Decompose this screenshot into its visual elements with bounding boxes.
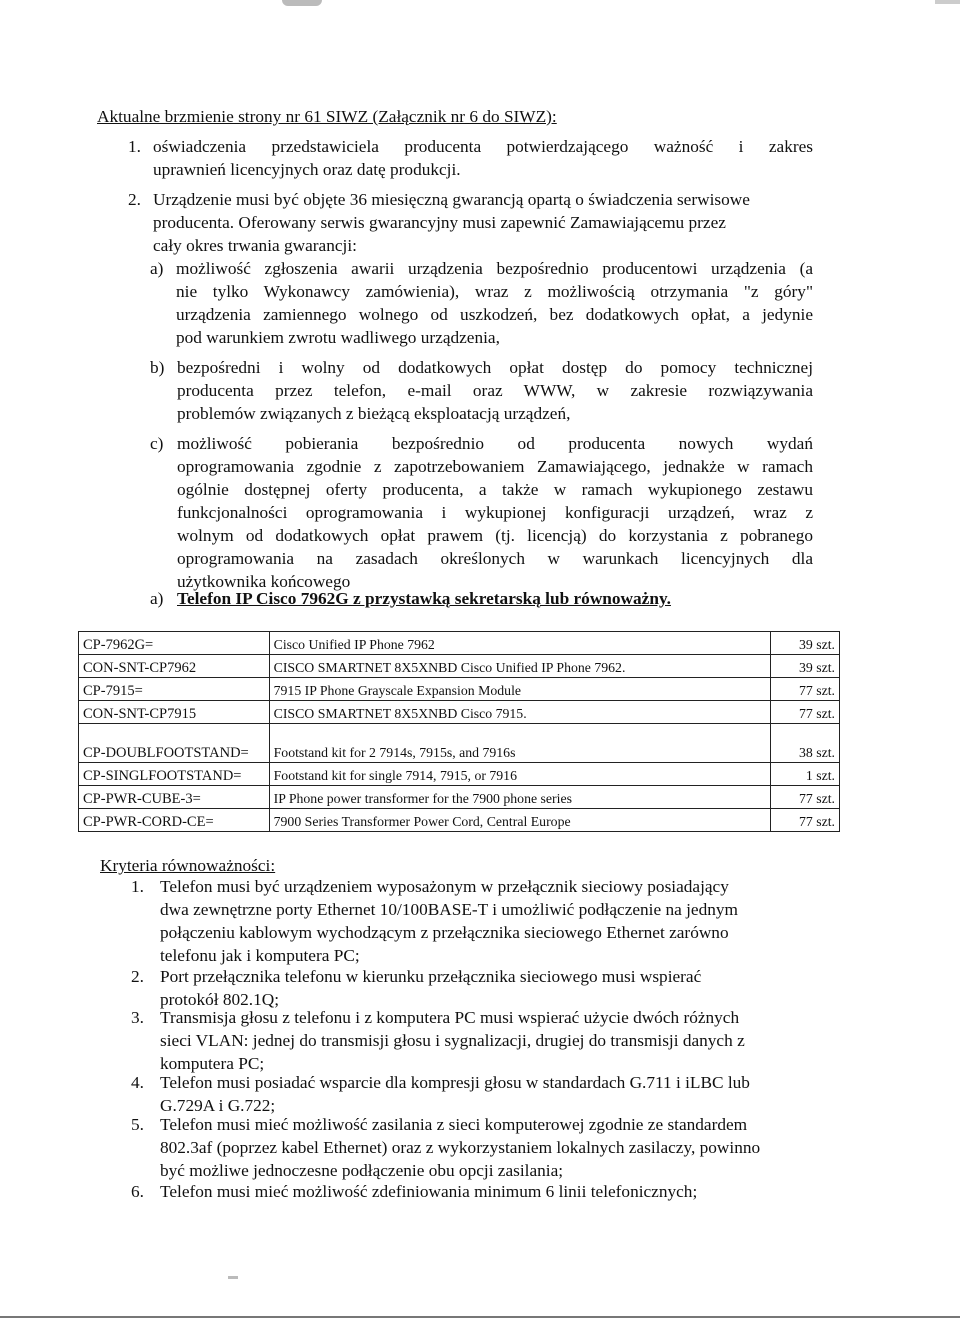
part-description: Cisco Unified IP Phone 7962	[269, 632, 771, 655]
part-quantity: 39 szt.	[771, 655, 840, 678]
table-row	[79, 809, 840, 832]
paragraph-line: Urządzenie musi być objęte 36 miesięczną gwarancją opartą o świadczenia serwisowe	[153, 190, 750, 209]
paragraph-line: oprogramowania na zasadach określonych w warunkach licencyjnych dla	[177, 549, 813, 568]
paragraph-line: Transmisja głosu z telefonu i z komputera PC musi wspierać użycie dwóch różnych	[160, 1008, 740, 1027]
part-code: CP-7962G=	[79, 632, 270, 655]
part-code: CP-DOUBLFOOTSTAND=	[79, 724, 270, 763]
product-title: Telefon IP Cisco 7962G z przystawką sekretarską lub równoważny.	[177, 589, 671, 608]
paragraph-line: możliwość pobierania bezpośrednio od producenta nowych wydań	[177, 434, 813, 453]
list-number: 6.	[131, 1182, 144, 1201]
table-row	[79, 786, 840, 809]
paragraph-line: oświadczenia przedstawiciela producenta potwierdzającego ważność i zakres	[153, 137, 813, 156]
sub-label: b)	[150, 358, 165, 377]
paragraph-line: protokół 802.1Q;	[160, 990, 280, 1009]
paragraph-line: Telefon musi mieć możliwość zasilania z sieci komputerowej zgodnie ze standardem	[160, 1115, 748, 1134]
part-description: IP Phone power transformer for the 7900 phone series	[269, 786, 771, 809]
table-row	[79, 701, 840, 724]
paragraph-line: wolnym od dodatkowych opłat prawem (tj. licencją) do korzystania z pobranego	[177, 526, 813, 545]
table-row	[79, 632, 840, 655]
paragraph-line: możliwość zgłoszenia awarii urządzenia bezpośrednio producentowi urządzenia (a	[176, 259, 813, 278]
list-number: 5.	[131, 1115, 144, 1134]
sub-label: a)	[150, 259, 164, 278]
scan-artifact	[282, 0, 322, 6]
paragraph-line: Port przełącznika telefonu w kierunku przełącznika sieciowego musi wspierać	[160, 967, 702, 986]
part-description: Footstand kit for single 7914, 7915, or 7916	[269, 763, 771, 786]
part-code: CON-SNT-CP7915	[79, 701, 270, 724]
part-quantity: 77 szt.	[771, 678, 840, 701]
part-description: CISCO SMARTNET 8X5XNBD Cisco 7915.	[269, 701, 771, 724]
paragraph-line: dwa zewnętrzne porty Ethernet 10/100BASE-T i umożliwić podłączenie na jednym	[160, 900, 738, 919]
part-quantity: 77 szt.	[771, 786, 840, 809]
paragraph-line: Telefon musi być urządzeniem wyposażonym w przełącznik sieciowy posiadający	[160, 877, 729, 896]
part-quantity: 38 szt.	[771, 724, 840, 763]
paragraph-line: producenta. Oferowany serwis gwarancyjny musi zapewnić Zamawiającemu przez	[153, 213, 726, 232]
table-row	[79, 724, 840, 763]
scan-artifact	[228, 1276, 238, 1279]
part-quantity: 77 szt.	[771, 701, 840, 724]
parts-table	[78, 631, 840, 832]
paragraph-line: ogólnie dostępnej oferty producenta, a także w ramach wykupionego zestawu	[177, 480, 813, 499]
paragraph-line: problemów związanych z bieżącą eksploatacją urządzeń,	[177, 404, 571, 423]
part-code: CP-PWR-CORD-CE=	[79, 809, 270, 832]
paragraph-line: połączeniu kablowym wychodzącym z przełącznika sieciowego Ethernet zarówno	[160, 923, 729, 942]
page-header: Aktualne brzmienie strony nr 61 SIWZ (Załącznik nr 6 do SIWZ):	[97, 107, 557, 126]
table-row	[79, 763, 840, 786]
sub-label: a)	[150, 589, 164, 608]
list-number: 3.	[131, 1008, 144, 1027]
list-number: 2.	[131, 967, 144, 986]
paragraph-line: Telefon musi posiadać wsparcie dla kompresji głosu w standardach G.711 i iLBC lub	[160, 1073, 750, 1092]
list-number: 2.	[128, 190, 141, 209]
part-quantity: 39 szt.	[771, 632, 840, 655]
list-number: 1.	[128, 137, 141, 156]
paragraph-line: urządzenia zamiennego wolnego od uszkodzeń, bez dodatkowych opłat, a jedynie	[176, 305, 813, 324]
paragraph-line: sieci VLAN: jednej do transmisji głosu i sygnalizacji, drugiej do transmisji danych z	[160, 1031, 745, 1050]
scan-artifact	[935, 0, 960, 4]
list-number: 4.	[131, 1073, 144, 1092]
part-description: 7915 IP Phone Grayscale Expansion Module	[269, 678, 771, 701]
part-code: CP-SINGLFOOTSTAND=	[79, 763, 270, 786]
paragraph-line: producenta przez telefon, e-mail oraz WWW, w zakresie rozwiązywania	[177, 381, 813, 400]
paragraph-line: cały okres trwania gwarancji:	[153, 236, 357, 255]
part-code: CON-SNT-CP7962	[79, 655, 270, 678]
part-description: 7900 Series Transformer Power Cord, Central Europe	[269, 809, 771, 832]
paragraph-line: funkcjonalności oprogramowania i wykupionej konfiguracji urządzeń, wraz z	[177, 503, 813, 522]
paragraph-line: pod warunkiem zwrotu wadliwego urządzenia,	[176, 328, 500, 347]
paragraph-line: uprawnień licencyjnych oraz datę produkcji.	[153, 160, 461, 179]
paragraph-line: 802.3af (poprzez kabel Ethernet) oraz z wykorzystaniem lokalnych zasilaczy, powinno	[160, 1138, 761, 1157]
table-row	[79, 678, 840, 701]
paragraph-line: być możliwe jednoczesne podłączenie obu opcji zasilania;	[160, 1161, 564, 1180]
part-quantity: 1 szt.	[771, 763, 840, 786]
part-description: Footstand kit for 2 7914s, 7915s, and 7916s	[269, 724, 771, 763]
part-code: CP-PWR-CUBE-3=	[79, 786, 270, 809]
list-number: 1.	[131, 877, 144, 896]
part-code: CP-7915=	[79, 678, 270, 701]
paragraph-line: oprogramowania zgodnie z zapotrzebowaniem Zamawiającego, jednakże w ramach	[177, 457, 813, 476]
paragraph-line: Telefon musi mieć możliwość zdefiniowania minimum 6 linii telefonicznych;	[160, 1182, 698, 1201]
criteria-heading: Kryteria równoważności:	[100, 856, 276, 875]
table-row	[79, 655, 840, 678]
paragraph-line: komputera PC;	[160, 1054, 265, 1073]
part-description: CISCO SMARTNET 8X5XNBD Cisco Unified IP Phone 7962.	[269, 655, 771, 678]
sub-label: c)	[150, 434, 164, 453]
part-quantity: 77 szt.	[771, 809, 840, 832]
paragraph-line: bezpośredni i wolny od dodatkowych opłat dostęp do pomocy technicznej	[177, 358, 813, 377]
paragraph-line: telefonu jak i komputera PC;	[160, 946, 360, 965]
paragraph-line: nie tylko Wykonawcy zamówienia), wraz z możliwością otrzymania "z góry"	[176, 282, 813, 301]
scan-edge-line	[0, 1316, 960, 1318]
paragraph-line: użytkownika końcowego	[177, 572, 351, 591]
paragraph-line: G.729A i G.722;	[160, 1096, 276, 1115]
